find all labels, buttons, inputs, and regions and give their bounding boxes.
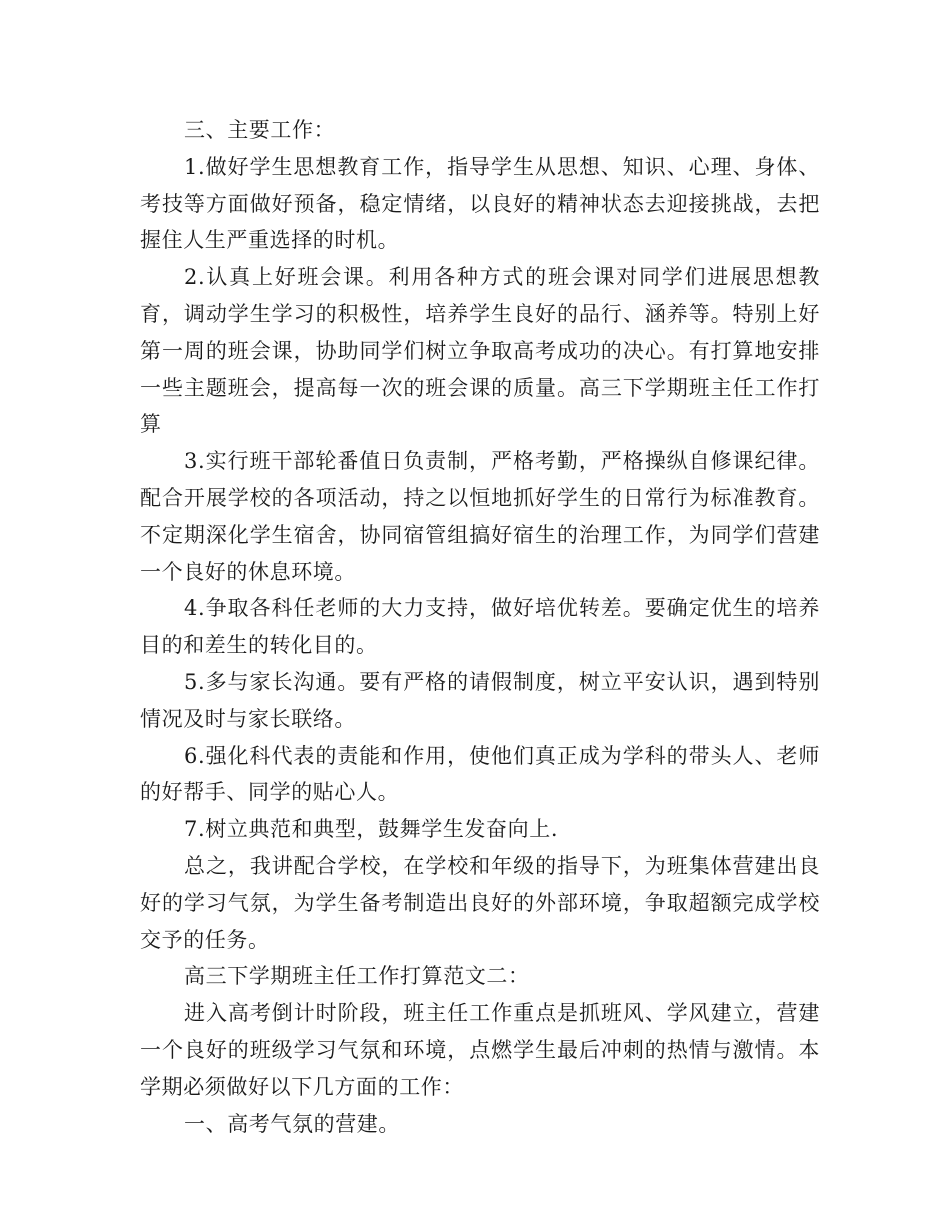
paragraph-item-6: 6.强化科代表的责能和作用，使他们真正成为学科的带头人、老师的好帮手、同学的贴心人。 — [140, 743, 820, 805]
heading-sample-two: 高三下学期班主任工作打算范文二： — [184, 964, 530, 989]
paragraph-item-2: 2.认真上好班会课。利用各种方式的班会课对同学们进展思想教育，调动学生学习的积极性，培养学生良好的品行、涵养等。特别上好第一周的班会课，协助同学们树立争取高考成功的决心。有打算地安排一些主题班会，提高每一次的班会课的质量。高三下学期班主任工作打算 — [140, 265, 820, 437]
paragraph-item-3: 3.实行班干部轮番值日负责制，严格考勤，严格操纵自修课纪律。配合开展学校的各项活动，持之以恒地抓好学生的日常行为标准教育。不定期深化学生宿舍，协同宿管组搞好宿生的治理工作，为同学们营建一个良好的休息环境。 — [140, 449, 820, 584]
paragraph-item-7: 7.树立典范和典型，鼓舞学生发奋向上. — [184, 817, 559, 842]
heading-main-work: 三、主要工作： — [184, 118, 336, 142]
paragraph-summary: 总之，我讲配合学校，在学校和年级的指导下，为班集体营建出良好的学习气氛，为学生备考制造出良好的外部环境，争取超额完成学校交予的任务。 — [140, 853, 820, 952]
paragraph-item-5: 5.多与家长沟通。要有严格的请假制度，树立平安认识，遇到特别情况及时与家长联络。 — [140, 669, 820, 731]
heading-section-one: 一、高考气氛的营建。 — [184, 1111, 400, 1136]
paragraph-intro-two: 进入高考倒计时阶段，班主任工作重点是抓班风、学风建立，营建一个良好的班级学习气氛和环境，点燃学生最后冲刺的热情与激情。本学期必须做好以下几方面的工作： — [140, 1001, 820, 1099]
document-body — [140, 112, 820, 1142]
paragraph-item-1: 1.做好学生思想教育工作，指导学生从思想、知识、心理、身体、考技等方面做好预备，稳定情绪，以良好的精神状态去迎接挑战，去把握住人生严重选择的时机。 — [140, 154, 820, 253]
paragraph-item-4: 4.争取各科任老师的大力支持，做好培优转差。要确定优生的培养目的和差生的转化目的。 — [140, 596, 820, 658]
